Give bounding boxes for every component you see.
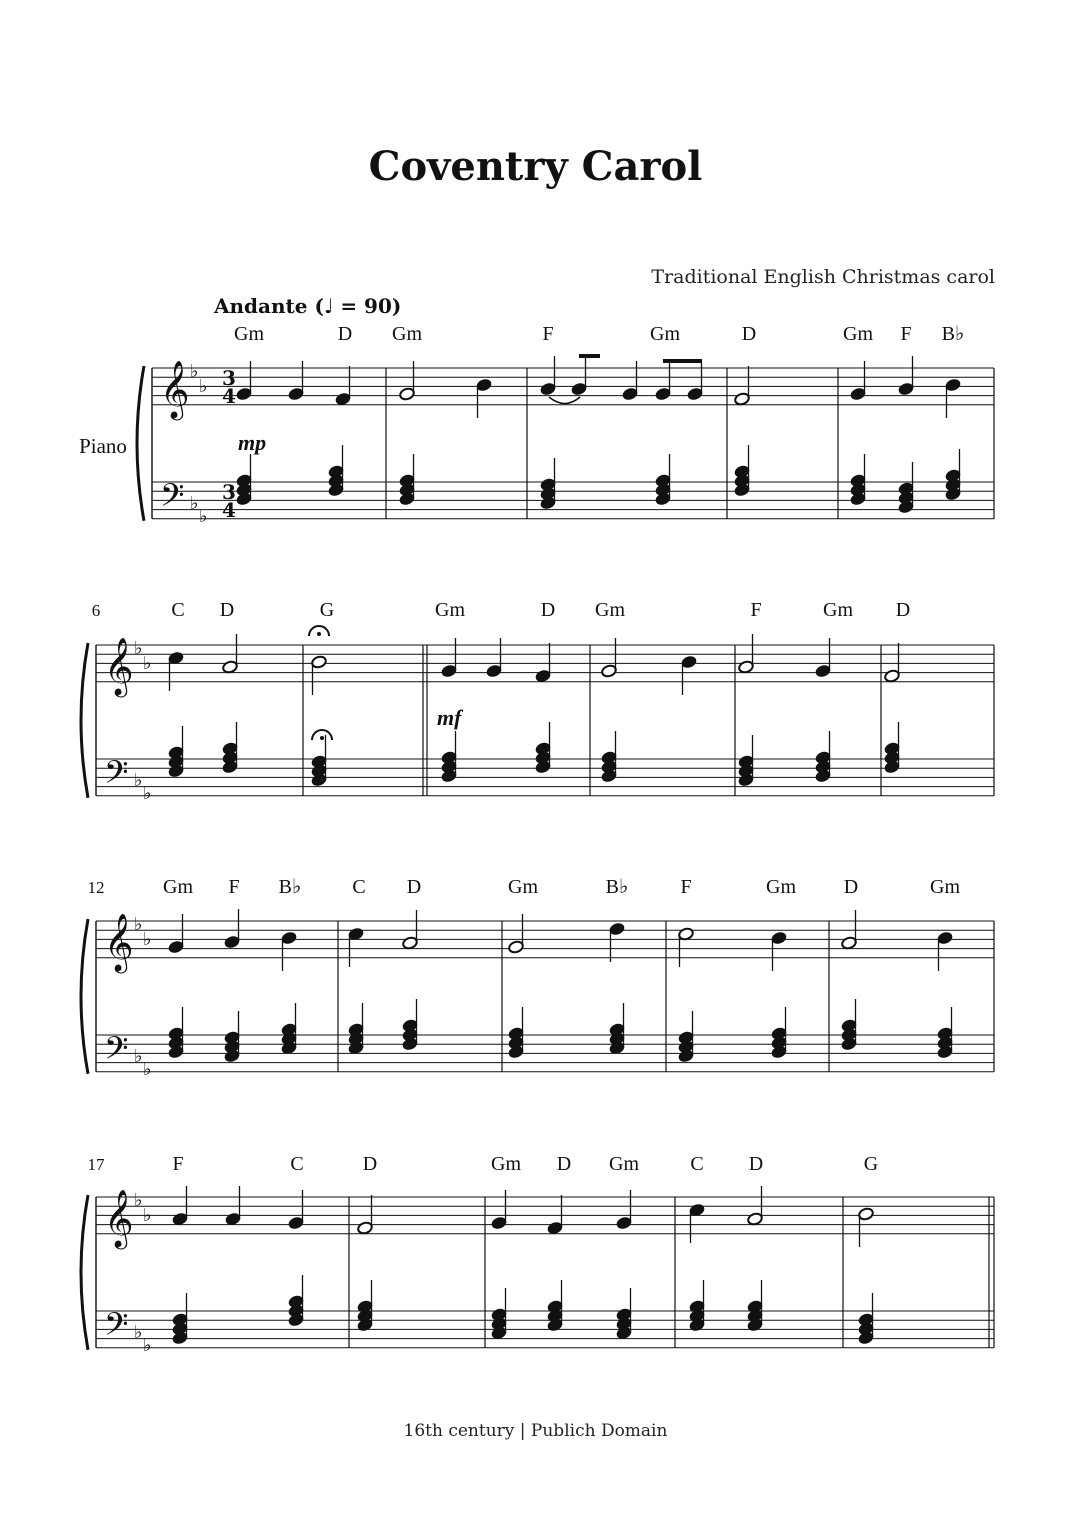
flat-icon: ♭: [143, 1205, 152, 1226]
chord-symbol: Gm: [930, 876, 960, 898]
flat-icon: ♭: [190, 493, 199, 514]
melody-notehead: [884, 669, 901, 683]
instrument-name: Piano: [79, 434, 127, 458]
melody-notehead: [224, 935, 241, 949]
piece-title: Coventry Carol: [368, 143, 703, 190]
chord-symbol: B♭: [605, 876, 629, 898]
chord-symbol: D: [540, 599, 556, 621]
tempo-text: Andante (: [214, 294, 324, 318]
chord-symbol: Gm: [823, 599, 853, 621]
brace-icon: [81, 643, 88, 798]
bass-clef-icon: 𝄢: [104, 1030, 129, 1074]
melody-notehead: [491, 1216, 508, 1230]
chord-symbol: Gm: [843, 323, 873, 345]
melody-notehead: [441, 664, 458, 678]
melody-notehead: [535, 669, 552, 683]
melody-notehead: [734, 392, 751, 406]
chord-symbol: D: [337, 323, 353, 345]
flat-icon: ♭: [134, 1046, 143, 1067]
brace-icon: [81, 1195, 88, 1350]
dynamic-marking: mf: [437, 705, 462, 730]
melody-notehead: [655, 387, 672, 401]
chord-symbol: Gm: [234, 323, 264, 345]
chord-symbol: F: [542, 323, 554, 345]
chord-symbol: D: [406, 876, 422, 898]
chord-symbol: Gm: [508, 876, 538, 898]
flat-icon: ♭: [143, 929, 152, 950]
chord-symbol: Gm: [766, 876, 796, 898]
melody-notehead: [945, 378, 962, 392]
bass-clef-icon: 𝄢: [104, 1306, 129, 1350]
melody-notehead: [288, 387, 305, 401]
melody-notehead: [168, 940, 185, 954]
melody-notehead: [281, 931, 298, 945]
flat-icon: ♭: [143, 1059, 152, 1080]
melody-notehead: [738, 660, 755, 674]
melody-notehead: [486, 664, 503, 678]
flat-icon: ♭: [134, 1322, 143, 1343]
time-signature-bottom: 4: [222, 384, 236, 408]
quarter-note-icon: ♩: [323, 294, 334, 318]
flat-icon: ♭: [134, 770, 143, 791]
measure-number: 6: [91, 601, 101, 620]
melody-notehead: [172, 1212, 189, 1226]
chord-symbol: B♭: [941, 323, 965, 345]
time-signature-bottom: 4: [222, 498, 236, 522]
melody-notehead: [937, 931, 954, 945]
chord-symbol: D: [219, 599, 235, 621]
time-signature-top: 3: [222, 366, 236, 390]
chord-symbol: G: [319, 599, 335, 621]
flat-icon: ♭: [143, 653, 152, 674]
chord-symbol: C: [352, 876, 366, 898]
chord-symbol: D: [895, 599, 911, 621]
page-footer: 16th century | Publich Domain: [403, 1421, 668, 1441]
melody-notehead: [747, 1212, 764, 1226]
chord-symbol: D: [741, 323, 757, 345]
flat-icon: ♭: [143, 783, 152, 804]
fermata-dot: [320, 736, 324, 740]
chord-symbol: F: [750, 599, 762, 621]
time-signature-top: 3: [222, 480, 236, 504]
chord-symbol: F: [172, 1153, 184, 1175]
melody-notehead: [616, 1216, 633, 1230]
chord-symbol: C: [690, 1153, 704, 1175]
melody-notehead: [681, 655, 698, 669]
slur: [549, 397, 580, 404]
tempo-bpm: = 90): [333, 294, 402, 318]
treble-clef-icon: 𝄞: [104, 1189, 134, 1247]
melody-notehead: [540, 382, 557, 396]
chord-symbol: F: [900, 323, 912, 345]
melody-notehead: [858, 1207, 875, 1221]
melody-notehead: [609, 922, 626, 936]
chord-symbol: G: [863, 1153, 879, 1175]
melody-notehead: [547, 1221, 564, 1235]
melody-notehead: [601, 664, 618, 678]
melody-notehead: [815, 664, 832, 678]
flat-icon: ♭: [190, 361, 199, 382]
chord-symbol: Gm: [163, 876, 193, 898]
melody-notehead: [508, 940, 525, 954]
flat-icon: ♭: [143, 1335, 152, 1356]
bass-clef-icon: 𝄢: [104, 754, 129, 798]
chord-symbol: C: [290, 1153, 304, 1175]
melody-notehead: [622, 387, 639, 401]
treble-clef-icon: 𝄞: [104, 637, 134, 695]
melody-notehead: [335, 392, 352, 406]
chord-symbol: D: [843, 876, 859, 898]
chord-symbol: D: [556, 1153, 572, 1175]
flat-icon: ♭: [134, 1190, 143, 1211]
melody-notehead: [357, 1221, 374, 1235]
chord-symbol: Gm: [609, 1153, 639, 1175]
measure-number: 12: [87, 878, 105, 897]
chord-symbol: D: [362, 1153, 378, 1175]
melody-notehead: [771, 931, 788, 945]
fermata-dot: [317, 632, 321, 636]
chord-symbol: F: [680, 876, 692, 898]
melody-notehead: [402, 936, 419, 950]
brace-icon: [81, 919, 88, 1074]
chord-symbol: Gm: [650, 323, 680, 345]
brace-icon: [137, 366, 144, 521]
chord-symbol: Gm: [595, 599, 625, 621]
melody-notehead: [399, 387, 416, 401]
melody-notehead: [898, 382, 915, 396]
chord-symbol: D: [748, 1153, 764, 1175]
chord-symbol: B♭: [278, 876, 302, 898]
dynamic-marking: mp: [238, 430, 267, 455]
chord-symbol: F: [228, 876, 240, 898]
chord-symbol: Gm: [435, 599, 465, 621]
melody-notehead: [222, 660, 239, 674]
melody-notehead: [687, 387, 704, 401]
melody-notehead: [288, 1216, 305, 1230]
composer-credit: Traditional English Christmas carol: [651, 266, 995, 288]
melody-notehead: [225, 1212, 242, 1226]
chord-symbol: Gm: [392, 323, 422, 345]
bass-clef-icon: 𝄢: [160, 477, 185, 521]
measure-number: 17: [87, 1155, 105, 1174]
treble-clef-icon: 𝄞: [104, 913, 134, 971]
melody-notehead: [476, 378, 493, 392]
melody-notehead: [571, 382, 588, 396]
flat-icon: ♭: [134, 638, 143, 659]
flat-icon: ♭: [199, 376, 208, 397]
melody-notehead: [236, 387, 253, 401]
melody-notehead: [311, 655, 328, 669]
flat-icon: ♭: [199, 506, 208, 527]
flat-icon: ♭: [134, 914, 143, 935]
treble-clef-icon: 𝄞: [160, 360, 190, 418]
melody-notehead: [850, 387, 867, 401]
chord-symbol: Gm: [491, 1153, 521, 1175]
melody-notehead: [841, 936, 858, 950]
chord-symbol: C: [171, 599, 185, 621]
